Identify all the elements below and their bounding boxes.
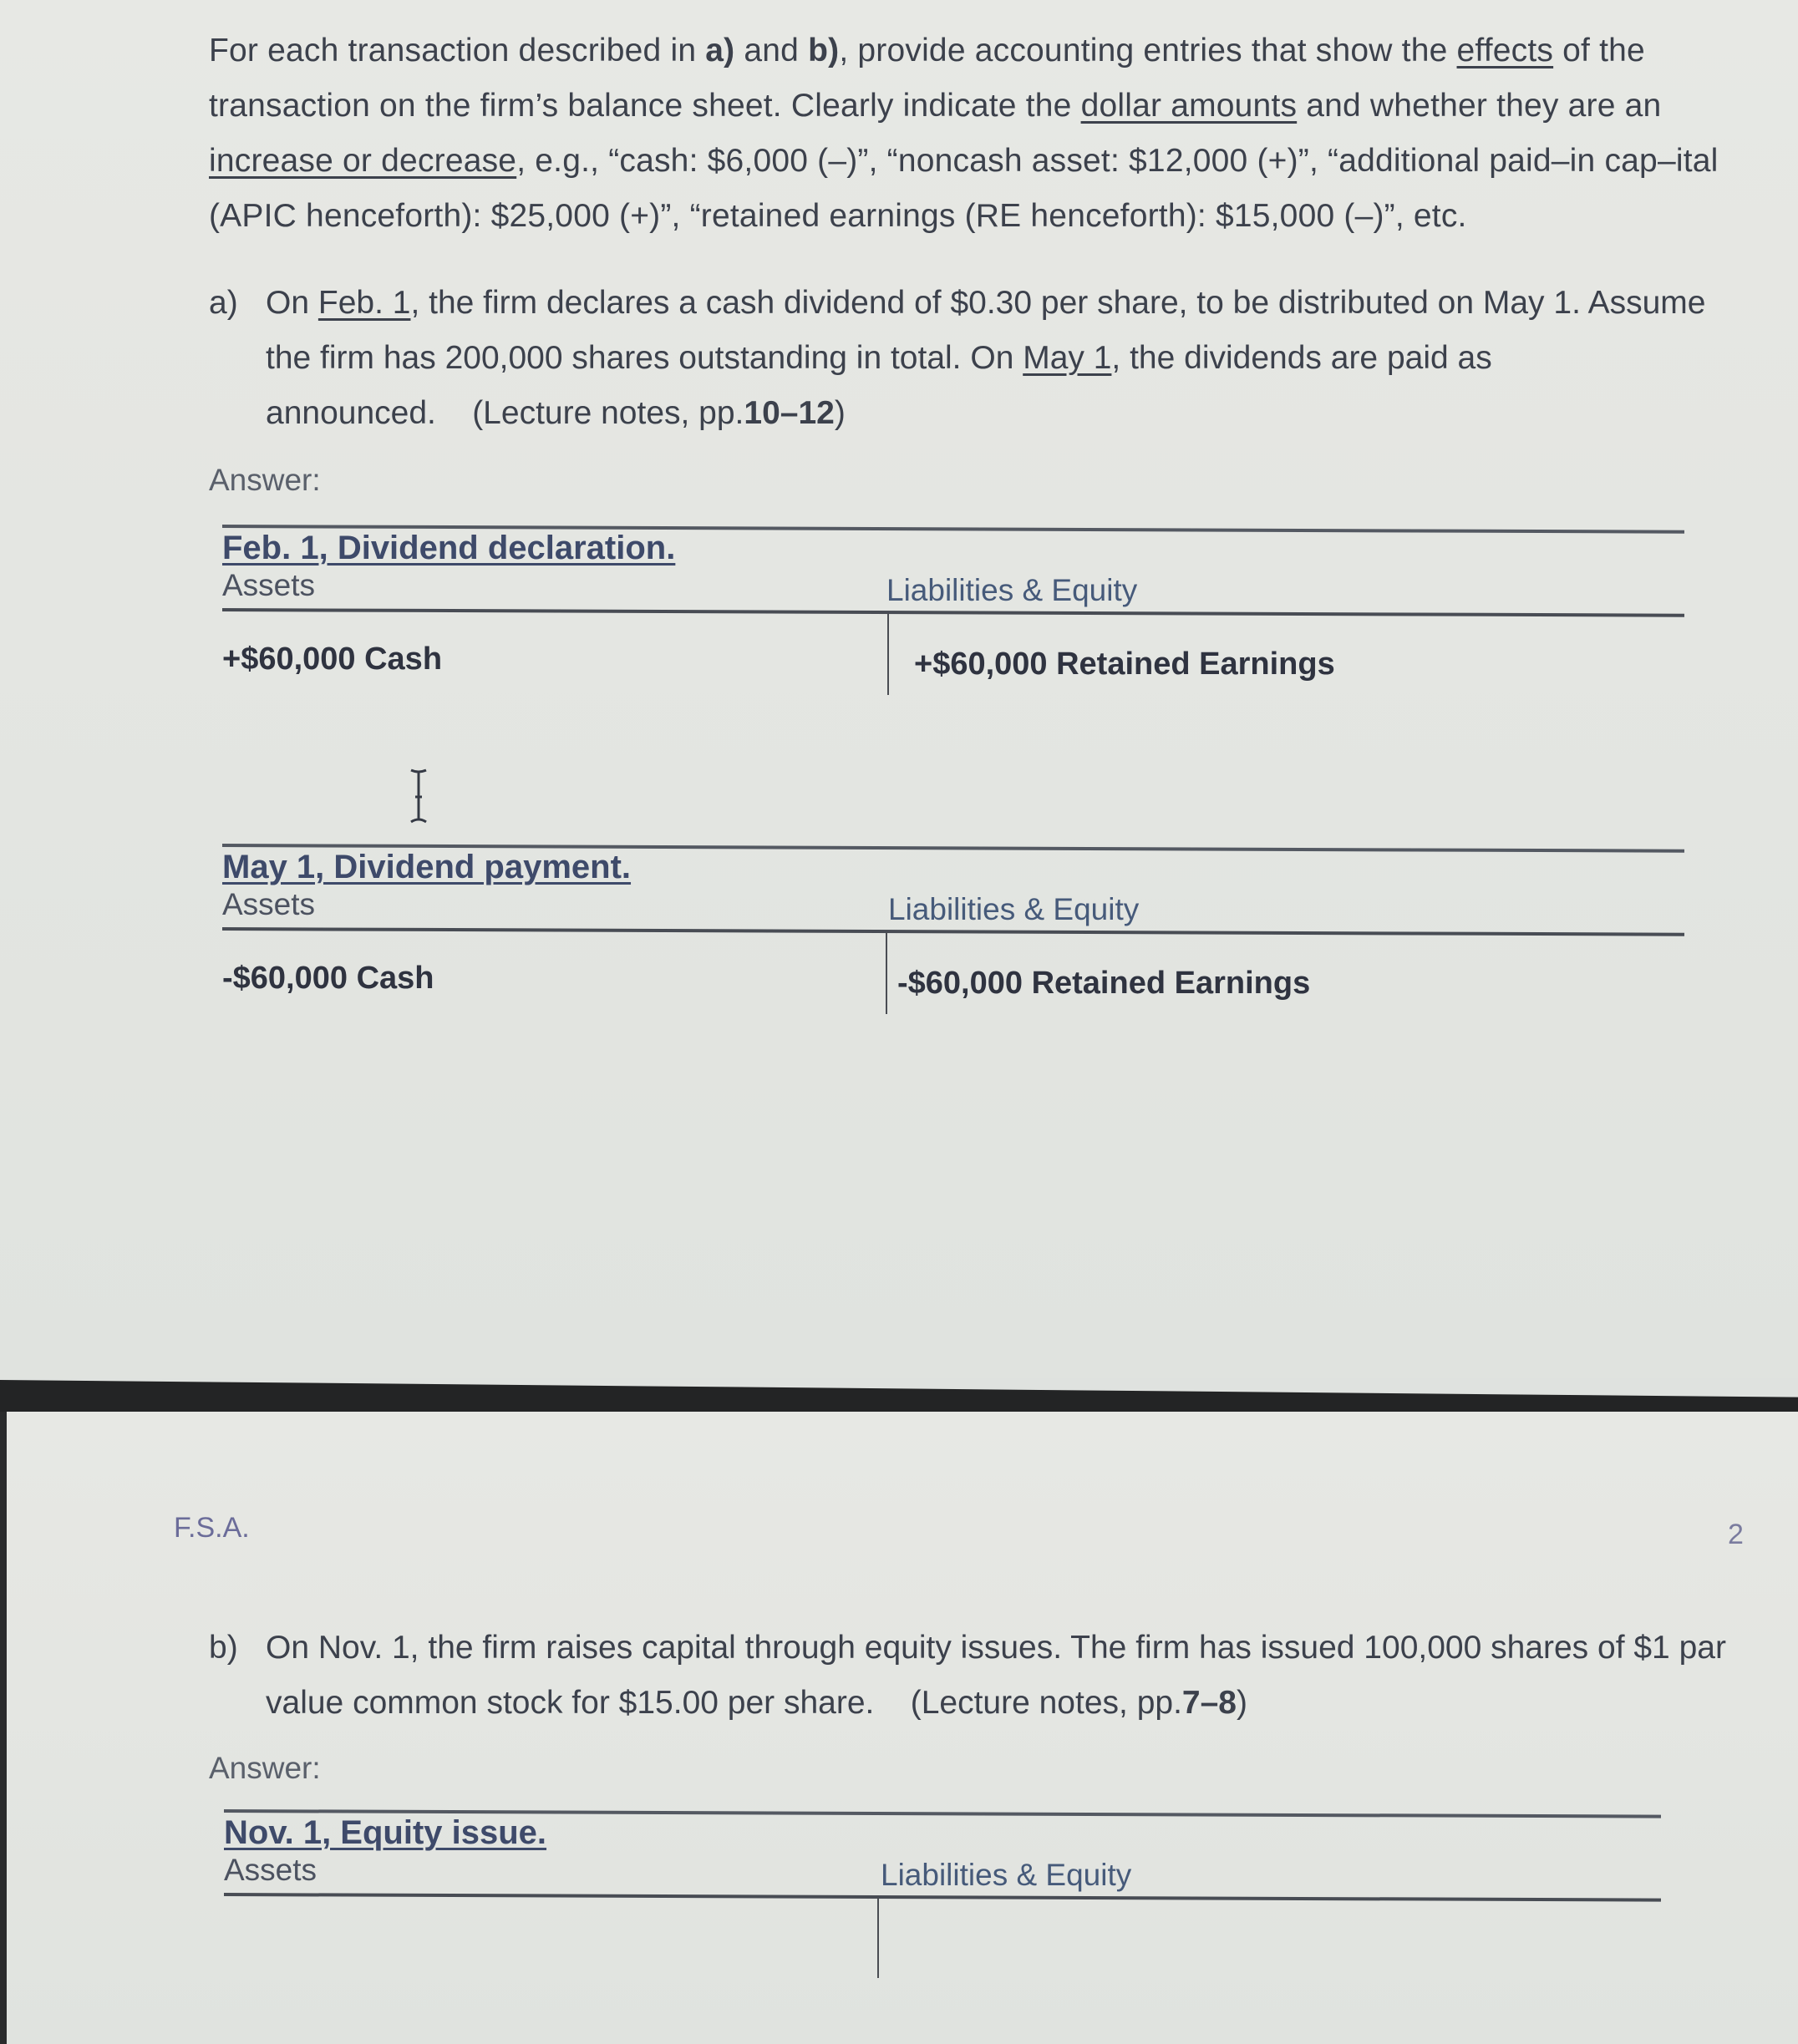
liabilities-equity-header: Liabilities & Equity xyxy=(888,892,1140,926)
qa-text: , the firm declares a cash dividend of $0.30 per share, to be distributed on May 1. Assume the firm has 200,000 shares outstanding in total. On xyxy=(266,285,1706,376)
entry-header-rule xyxy=(222,927,1684,936)
instr-text: and xyxy=(734,33,809,68)
instr-a-ref: a) xyxy=(705,33,735,68)
liabilities-equity-header: Liabilities & Equity xyxy=(886,573,1138,607)
answer-a-label: Answer: xyxy=(209,463,321,497)
assets-header: Assets xyxy=(222,568,316,602)
question-a-text xyxy=(266,276,1736,441)
question-b-label: b) xyxy=(209,1630,238,1666)
asset-entry-value[interactable]: -$60,000 Cash xyxy=(222,961,434,996)
question-a-label: a) xyxy=(209,285,238,321)
entry-header-rule xyxy=(222,608,1684,617)
qa-pages: 10–12 xyxy=(744,395,835,431)
qa-date-feb1: Feb. 1 xyxy=(317,285,411,321)
qa-text: , the dividends are paid as announced. (Lecture notes, pp. xyxy=(266,340,1492,431)
entry-title: Nov. 1, Equity issue. xyxy=(224,1814,547,1851)
text-cursor-ibeam-icon xyxy=(406,767,431,825)
qb-text: ) xyxy=(1237,1685,1247,1721)
instr-text: For each transaction described in xyxy=(209,33,706,68)
t-account-divider xyxy=(887,613,889,695)
qb-text: On Nov. 1, the firm raises capital through equity issues. The firm has issued 100,000 shares of $1 par value common stock for $15.00 per share. (Lecture notes, pp. xyxy=(266,1630,1726,1721)
qa-text: On xyxy=(266,285,318,321)
footer-course-label: F.S.A. xyxy=(174,1512,250,1544)
liabilities-equity-entry-value[interactable]: -$60,000 Retained Earnings xyxy=(897,966,1311,1001)
question-b-text xyxy=(266,1620,1736,1731)
instr-b-ref: b) xyxy=(808,33,840,68)
instr-text: and whether they are an xyxy=(1297,88,1662,124)
instructions-paragraph xyxy=(209,23,1746,244)
instr-increase-decrease-underlined: increase or decrease xyxy=(209,143,517,179)
t-account-divider xyxy=(877,1898,879,1978)
instr-text: of the transaction on the firm’s balance sheet. Clearly indicate the xyxy=(209,33,1645,124)
qa-text: ) xyxy=(834,395,846,431)
instr-text: , provide accounting entries that show the xyxy=(839,33,1457,68)
assets-header: Assets xyxy=(224,1853,317,1887)
answer-b-label: Answer: xyxy=(209,1751,321,1785)
t-account-divider xyxy=(886,932,887,1014)
liabilities-equity-entry-value[interactable]: +$60,000 Retained Earnings xyxy=(914,647,1335,682)
instr-effects-underlined: effects xyxy=(1456,33,1554,68)
page-number: 2 xyxy=(1728,1519,1744,1550)
asset-entry-value[interactable]: +$60,000 Cash xyxy=(222,642,443,677)
instr-dollar-amounts-underlined: dollar amounts xyxy=(1080,88,1298,124)
liabilities-equity-header: Liabilities & Equity xyxy=(881,1858,1132,1892)
assets-header: Assets xyxy=(222,887,316,921)
entry-title: Feb. 1, Dividend declaration. xyxy=(222,530,676,566)
qa-date-may1: May 1 xyxy=(1023,340,1112,376)
entry-title: May 1, Dividend payment. xyxy=(222,849,632,885)
qb-pages: 7–8 xyxy=(1181,1685,1237,1721)
instr-text: , e.g., “cash: $6,000 (–)”, “noncash asset: $12,000 (+)”, “additional paid–in cap–ital (APIC henceforth): $25,000 (+)”, “retained earnings (RE henceforth): $15,000 (–)”, etc. xyxy=(209,143,1719,234)
